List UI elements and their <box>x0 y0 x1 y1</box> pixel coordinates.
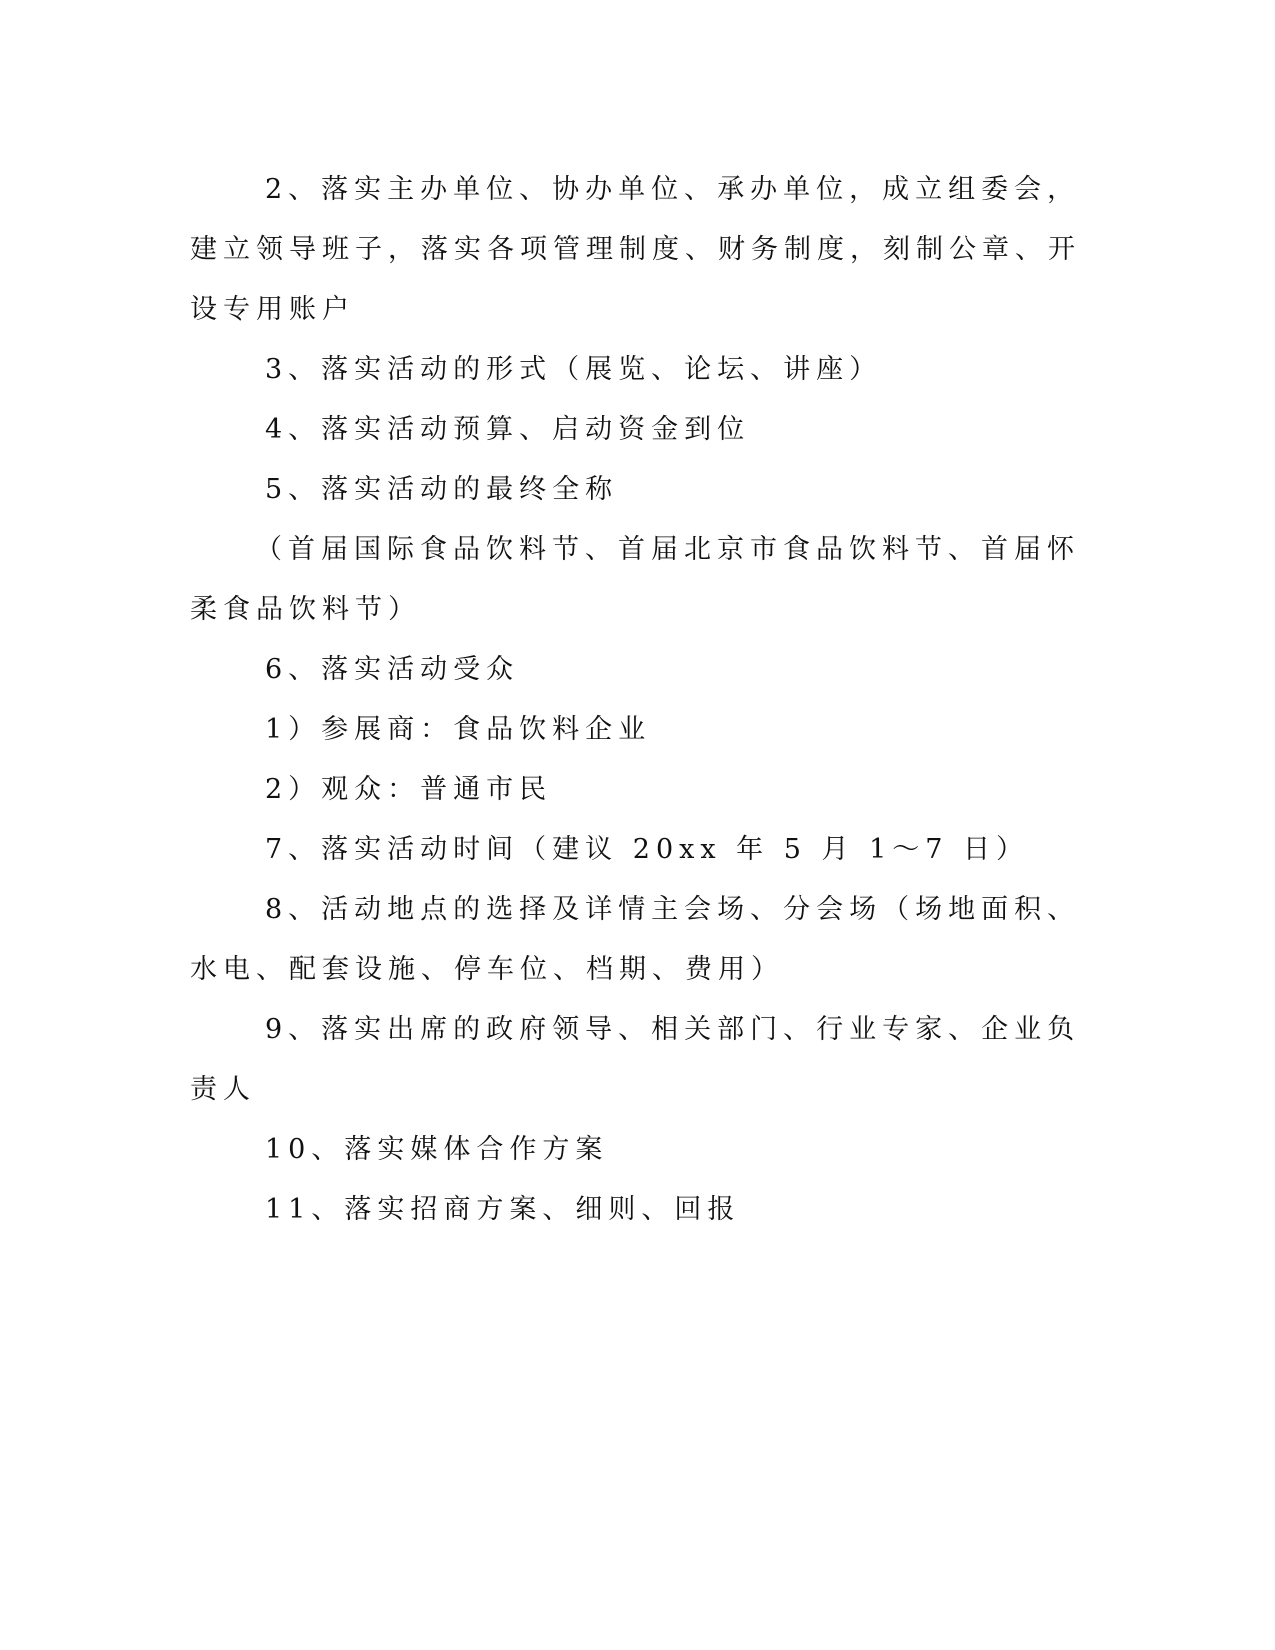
paragraph-exhibitors: 1）参展商：食品饮料企业 <box>265 714 652 745</box>
paragraph-visitors: 2）观众：普通市民 <box>265 774 553 805</box>
paragraph-time: 7、落实活动时间（建议 20xx 年 5 月 1～7 日） <box>265 834 1030 865</box>
paragraph-media: 10、落实媒体合作方案 <box>265 1134 609 1165</box>
paragraph-guests: 9、落实出席的政府领导、相关部门、行业专家、企业负责人 <box>190 1014 1081 1105</box>
paragraph-full-name: 5、落实活动的最终全称 <box>265 474 619 505</box>
paragraph-sponsorship: 11、落实招商方案、细则、回报 <box>265 1194 741 1225</box>
paragraph-activity-form: 3、落实活动的形式（展览、论坛、讲座） <box>265 354 883 385</box>
paragraph-organizers: 2、落实主办单位、协办单位、承办单位，成立组委会，建立领导班子，落实各项管理制度、财务制度，刻制公章、开设专用账户 <box>190 174 1081 325</box>
paragraph-venue: 8、活动地点的选择及详情主会场、分会场（场地面积、水电、配套设施、停车位、档期、费用） <box>190 894 1081 985</box>
paragraph-budget: 4、落实活动预算、启动资金到位 <box>265 414 751 445</box>
document-body <box>190 160 1085 1240</box>
paragraph-audience: 6、落实活动受众 <box>265 654 520 685</box>
paragraph-name-options: （首届国际食品饮料节、首届北京市食品饮料节、首届怀柔食品饮料节） <box>190 534 1080 625</box>
